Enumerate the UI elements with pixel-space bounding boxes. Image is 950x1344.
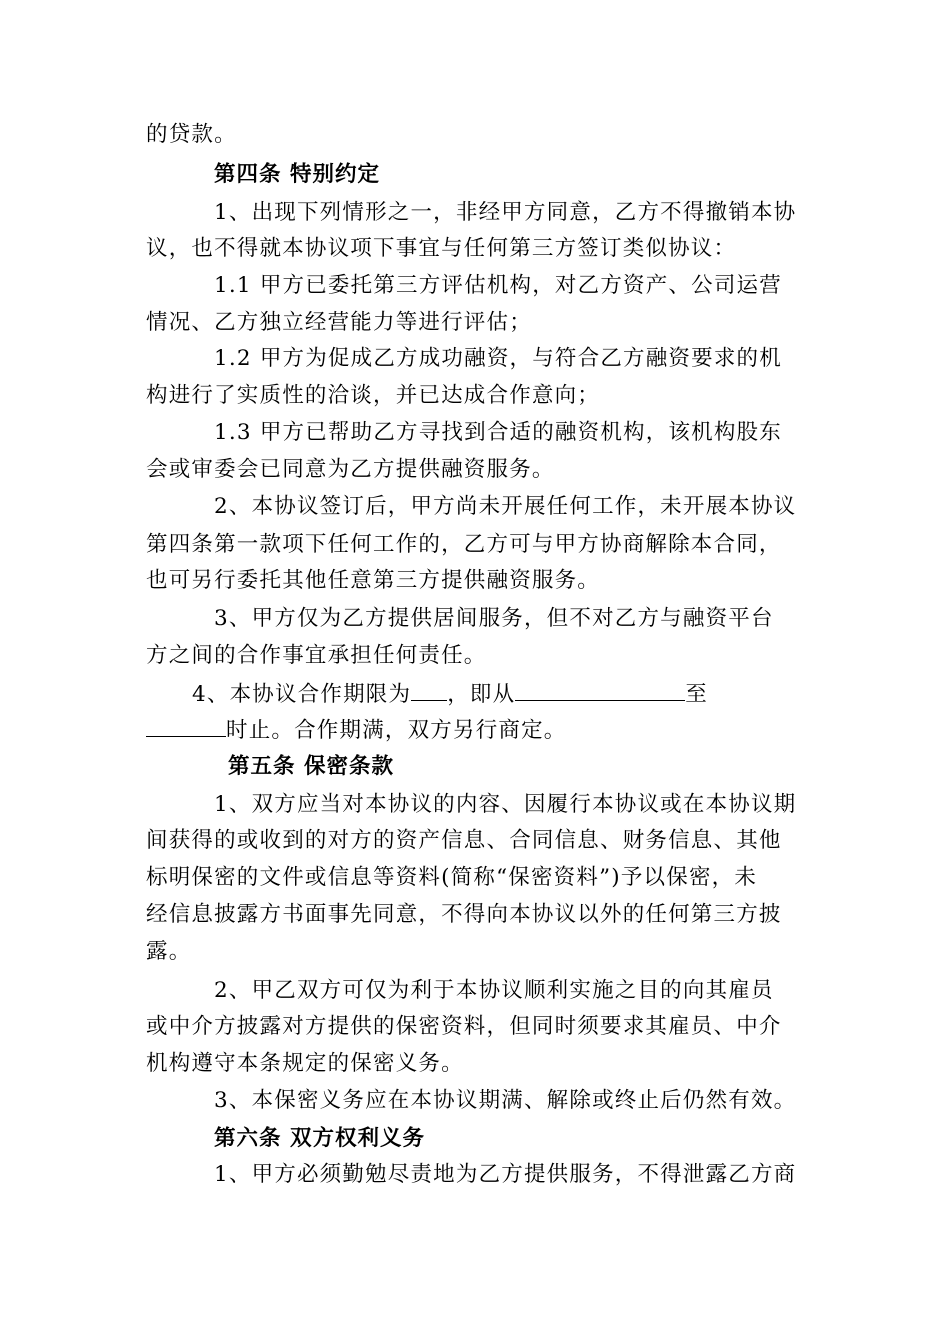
text-line: 1、甲方必须勤勉尽责地为乙方提供服务，不得泄露乙方商 bbox=[214, 1162, 797, 1187]
text-line: 方之间的合作事宜承担任何责任。 bbox=[146, 643, 487, 668]
text-line: 机构遵守本条规定的保密义务。 bbox=[146, 1051, 464, 1076]
text-line: 1、双方应当对本协议的内容、因履行本协议或在本协议期 bbox=[214, 792, 797, 817]
text-line: 1.1 甲方已委托第三方评估机构，对乙方资产、公司运营 bbox=[214, 273, 782, 298]
end-date-blank bbox=[146, 714, 226, 737]
text-line: 构进行了实质性的洽谈，并已达成合作意向； bbox=[146, 383, 601, 408]
term-label: 4、本协议合作期限为 bbox=[192, 682, 412, 707]
term-end-label: 时止。合作期满，双方另行商定。 bbox=[226, 718, 567, 743]
text-line: 3、本保密义务应在本协议期满、解除或终止后仍然有效。 bbox=[214, 1088, 797, 1113]
text-line: 会或审委会已同意为乙方提供融资服务。 bbox=[146, 457, 555, 482]
section-heading-5: 第五条 保密条款 bbox=[228, 754, 394, 779]
text-line: 1.3 甲方已帮助乙方寻找到合适的融资机构，该机构股东 bbox=[214, 420, 782, 445]
term-to-label: 至 bbox=[685, 682, 708, 707]
term-line bbox=[192, 678, 862, 710]
text-line: 标明保密的文件或信息等资料(简称“保密资料”)予以保密，未 bbox=[146, 865, 758, 890]
text-line: 议，也不得就本协议项下事宜与任何第三方签订类似协议： bbox=[146, 236, 737, 261]
start-date-blank bbox=[515, 678, 685, 701]
term-blank bbox=[411, 678, 447, 701]
text-line: 2、甲乙双方可仅为利于本协议顺利实施之目的向其雇员 bbox=[214, 978, 774, 1003]
text-line: 第四条第一款项下任何工作的，乙方可与甲方协商解除本合同， bbox=[146, 532, 782, 557]
text-line: 3、甲方仅为乙方提供居间服务，但不对乙方与融资平台 bbox=[214, 606, 774, 631]
section-heading-4: 第四条 特别约定 bbox=[214, 162, 380, 187]
text-line: 1.2 甲方为促成乙方成功融资，与符合乙方融资要求的机 bbox=[214, 346, 782, 371]
text-line: 间获得的或收到的对方的资产信息、合同信息、财务信息、其他 bbox=[146, 828, 782, 853]
text-line: 经信息披露方书面事先同意，不得向本协议以外的任何第三方披 bbox=[146, 902, 782, 927]
section-heading-6: 第六条 双方权利义务 bbox=[214, 1126, 425, 1151]
term-line-2 bbox=[146, 714, 816, 746]
text-line: 露。 bbox=[146, 939, 192, 964]
term-from-label: ，即从 bbox=[447, 682, 516, 707]
text-line: 或中介方披露对方提供的保密资料，但同时须要求其雇员、中介 bbox=[146, 1014, 782, 1039]
text-line: 也可另行委托其他任意第三方提供融资服务。 bbox=[146, 568, 601, 593]
text-line: 1、出现下列情形之一，非经甲方同意，乙方不得撤销本协 bbox=[214, 200, 797, 225]
text-line: 的贷款。 bbox=[146, 122, 237, 147]
text-line: 情况、乙方独立经营能力等进行评估； bbox=[146, 310, 532, 335]
text-line: 2、本协议签订后，甲方尚未开展任何工作，未开展本协议 bbox=[214, 494, 797, 519]
